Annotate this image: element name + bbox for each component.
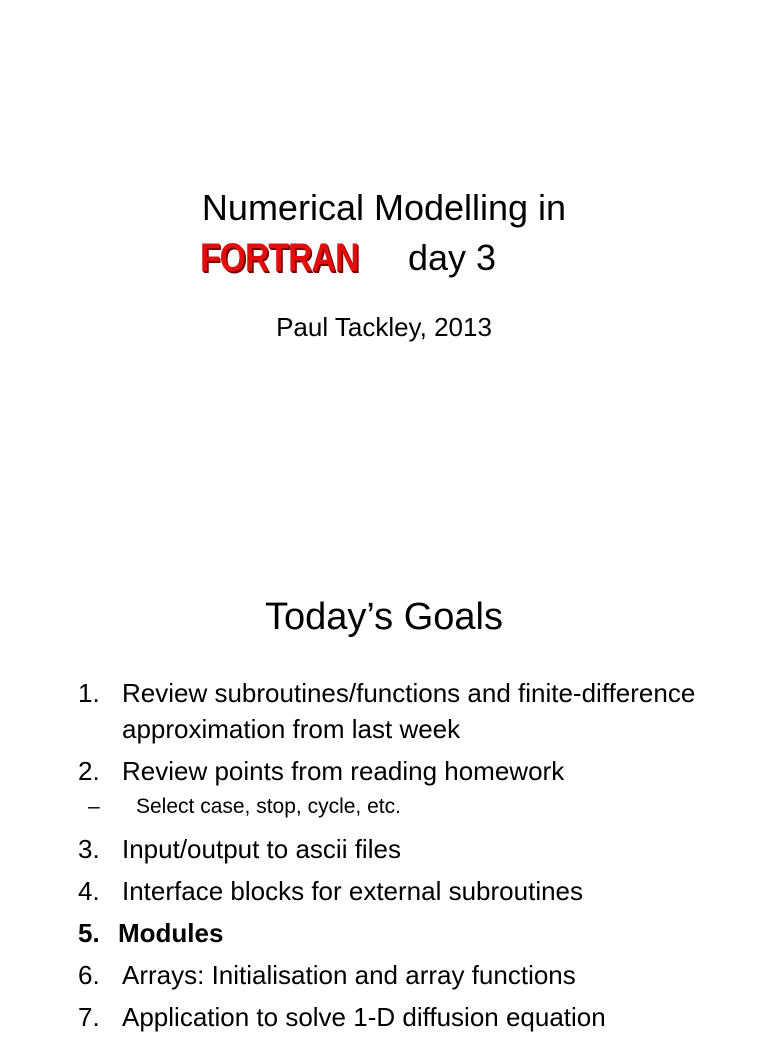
fortran-logo: FORTRAN (200, 235, 359, 280)
goal-item-5 (78, 915, 758, 951)
goal-number: 5. (78, 918, 100, 948)
goal-item-4 (78, 873, 758, 909)
goal-number: 6. (78, 960, 100, 990)
goal-text: Application to solve 1-D diffusion equation (122, 1002, 606, 1032)
goal-text: Modules (118, 918, 224, 948)
goal-item-3 (78, 831, 758, 867)
goal-number: 3. (78, 834, 100, 864)
goals-list (78, 675, 758, 1041)
goal-text: Input/output to ascii files (122, 834, 401, 864)
title-day: day 3 (408, 237, 497, 278)
goals-heading: Today’s Goals (265, 596, 503, 638)
goals-slide (0, 576, 768, 1032)
author-line: Paul Tackley, 2013 (276, 312, 492, 342)
goal-text: Review subroutines/functions and finite-difference approximation from last week (122, 678, 696, 744)
goal-text: Interface blocks for external subroutines (122, 876, 584, 906)
goal-number: 7. (78, 1002, 100, 1032)
goal-item-1 (78, 675, 758, 747)
goal-subitem (78, 793, 758, 821)
goal-item-7 (78, 999, 758, 1035)
goal-text: Arrays: Initialisation and array functions (122, 960, 576, 990)
goal-text: Review points from reading homework (122, 756, 565, 786)
goal-number: 1. (78, 678, 100, 708)
presentation-title: Numerical Modelling in (201, 187, 567, 228)
subitem-text: Select case, stop, cycle, etc. (136, 795, 401, 818)
goal-number: 4. (78, 876, 100, 906)
goal-number: 2. (78, 756, 100, 786)
dash-bullet: – (88, 795, 100, 818)
goal-item-2 (78, 753, 758, 789)
goal-item-6 (78, 957, 758, 993)
title-line-2 (200, 232, 496, 284)
